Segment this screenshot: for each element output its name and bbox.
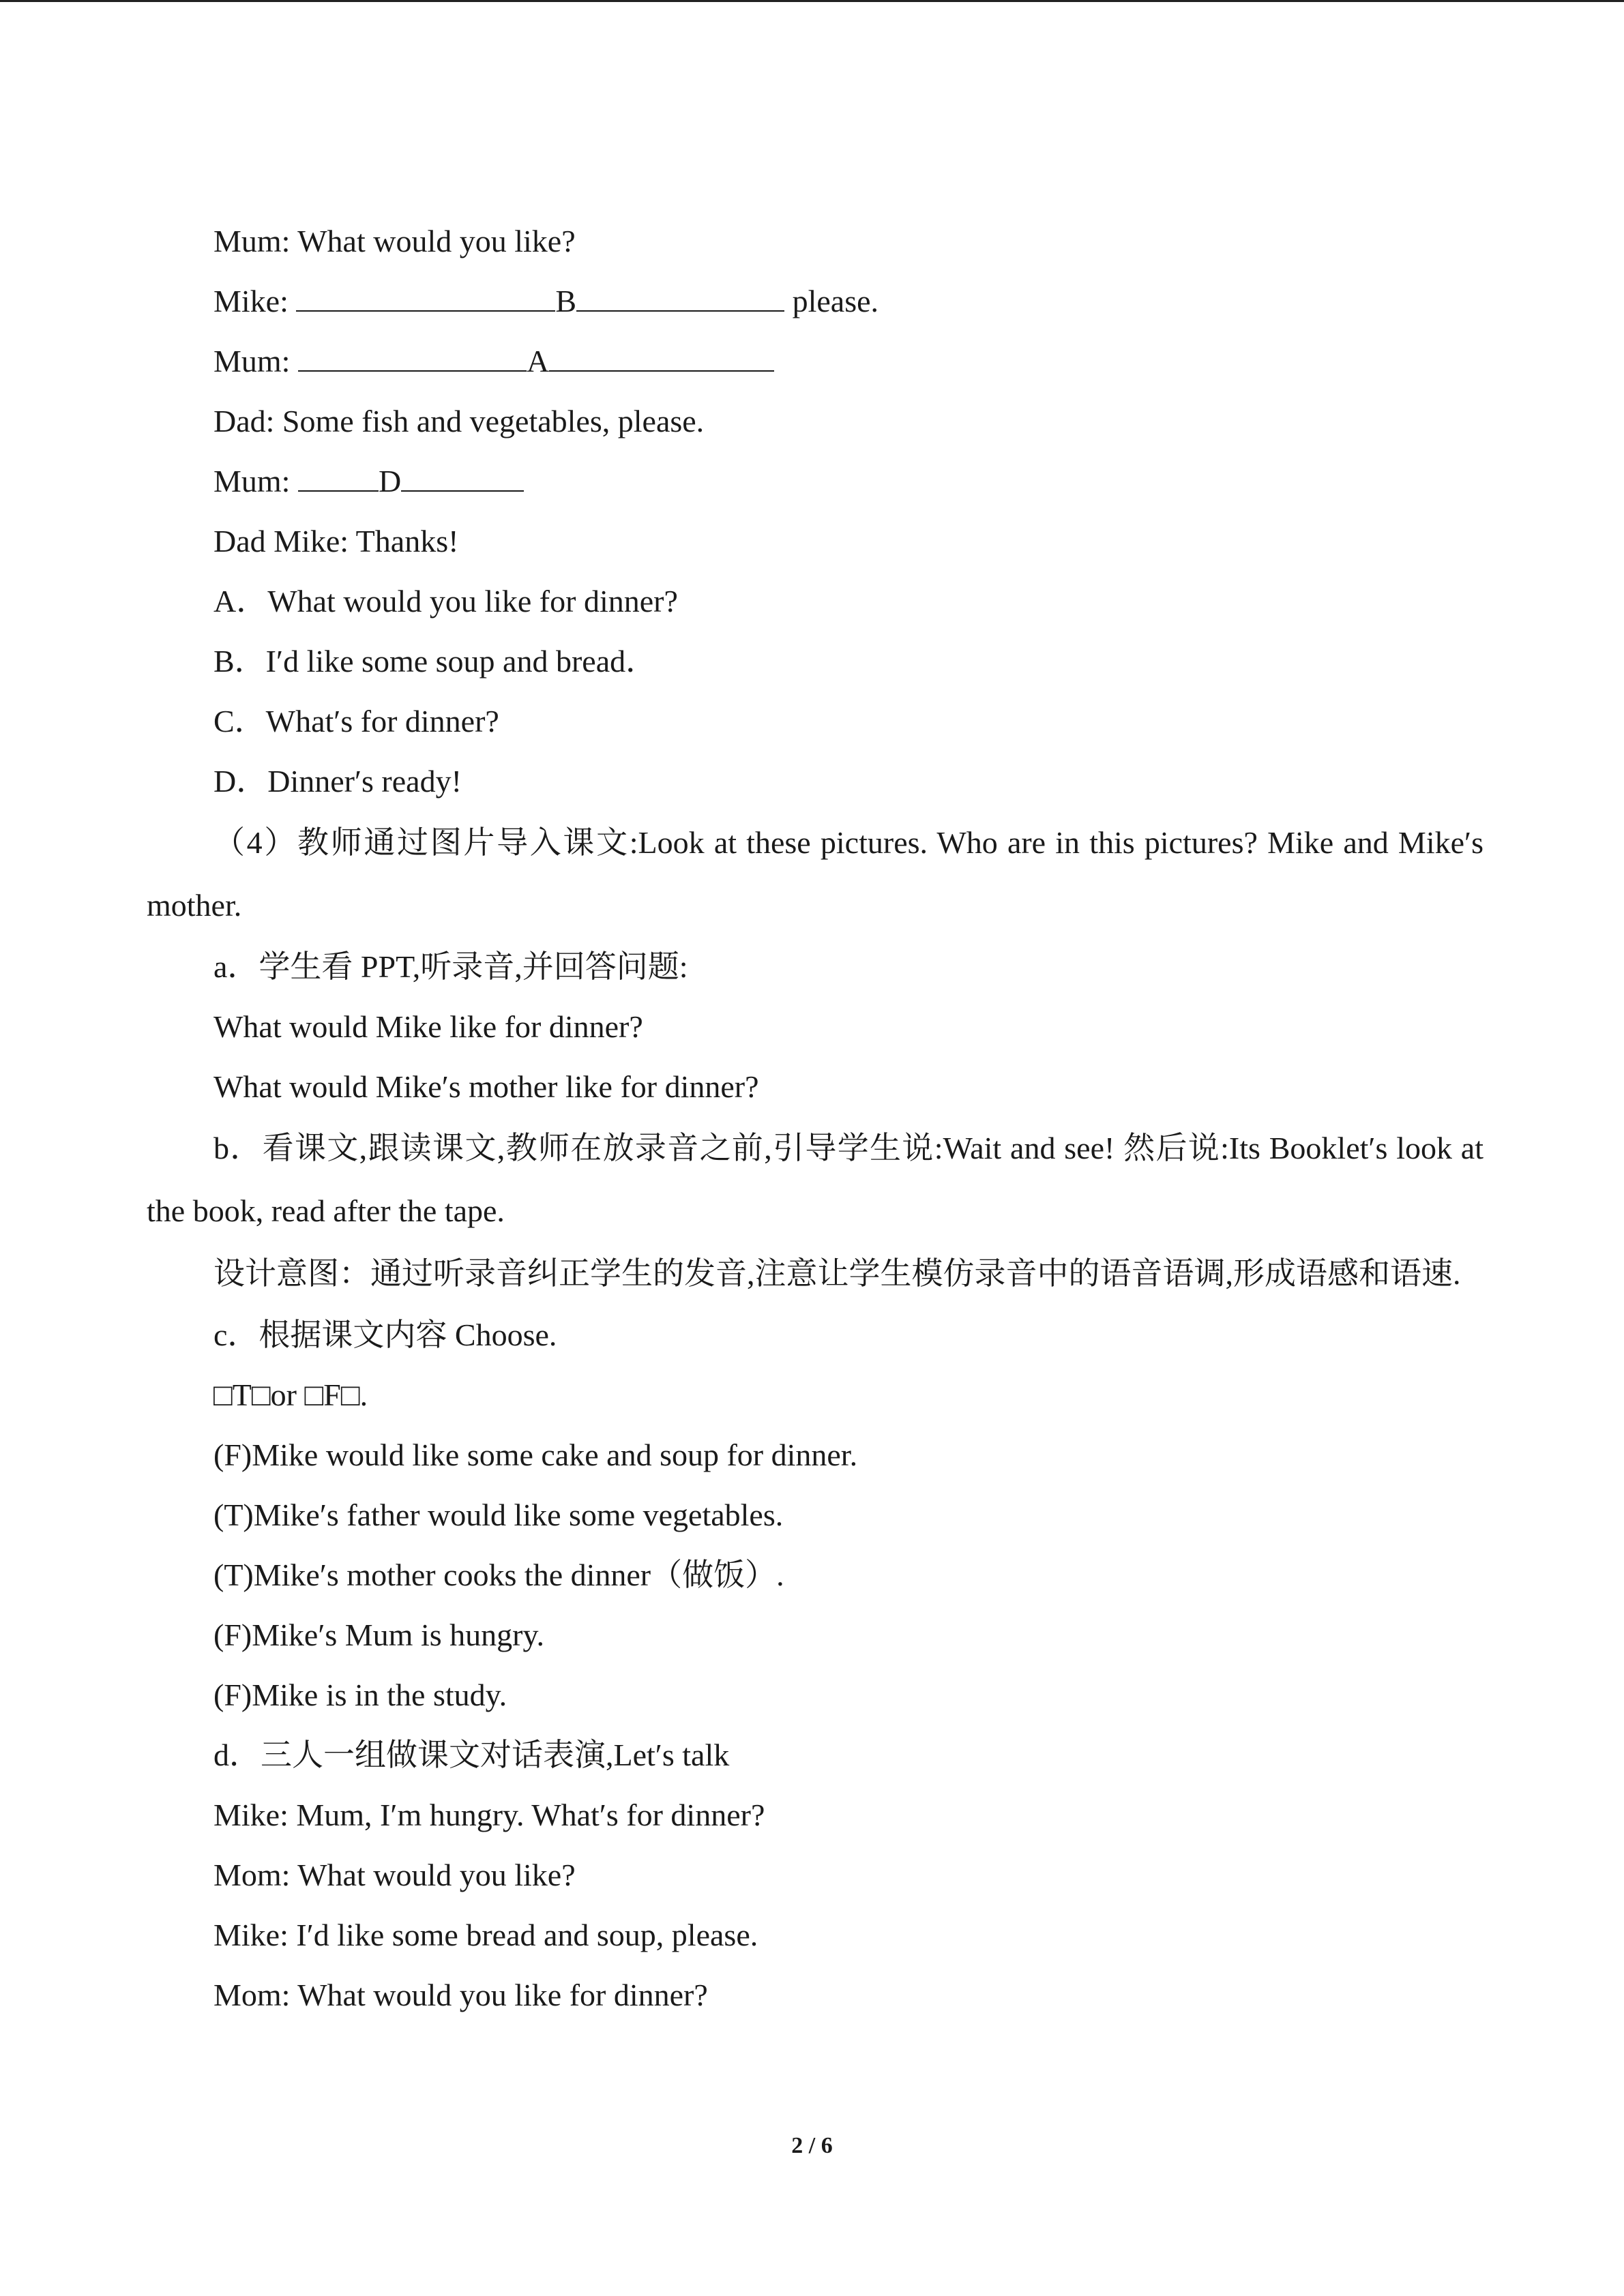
talk-line: Mom: What would you like?	[213, 1858, 576, 1892]
option-a: A．What would you like for dinner?	[213, 584, 678, 618]
section4-intro: （4）教师通过图片导入课文:Look at these pictures. Who are in this pictures? Mike and Mike′s mother.	[147, 825, 1483, 923]
step-d-label: d．三人一组做课文对话表演,Let′s talk	[213, 1738, 730, 1772]
blank-underline	[549, 370, 774, 372]
dialogue-dadmike-line: Dad Mike: Thanks!	[213, 524, 459, 558]
speaker-label: Mike:	[213, 284, 297, 318]
document-page	[147, 211, 1483, 2025]
blank-answer: A	[526, 344, 550, 378]
tf-item: (T)Mike′s father would like some vegetables.	[213, 1497, 784, 1532]
blank-underline	[296, 310, 555, 312]
option-d: D．Dinner′s ready!	[213, 764, 462, 799]
option-c: C．What′s for dinner?	[213, 704, 499, 739]
tf-item: (F)Mike would like some cake and soup for dinner.	[213, 1437, 858, 1472]
tf-item: (F)Mike is in the study.	[213, 1678, 507, 1712]
dialogue-mike-answer	[147, 271, 1483, 331]
talk-line: Mike: Mum, I′m hungry. What′s for dinner?	[213, 1798, 765, 1832]
step-a-question-2: What would Mike′s mother like for dinner?	[213, 1069, 759, 1104]
step-c-label: c．根据课文内容 Choose.	[213, 1317, 557, 1352]
top-border	[0, 0, 1624, 2]
step-a-label: a．学生看 PPT,听录音,并回答问题:	[213, 949, 688, 984]
talk-line: Mom: What would you like for dinner?	[213, 1978, 708, 2012]
blank-answer: B	[555, 284, 577, 318]
speaker-label: Mum:	[213, 344, 298, 378]
blank-underline	[401, 490, 524, 492]
dialogue-mum-question: Mum: What would you like?	[213, 224, 576, 258]
blank-underline	[576, 310, 784, 312]
blank-answer: D	[378, 464, 402, 498]
dialogue-dad-line: Dad: Some fish and vegetables, please.	[213, 404, 705, 438]
tf-item: (F)Mike′s Mum is hungry.	[213, 1617, 544, 1652]
speaker-label: Mum:	[213, 464, 298, 498]
dialogue-mum-blank	[147, 331, 1483, 391]
blank-underline	[298, 490, 379, 492]
true-false-instruction: □T□or □F□.	[213, 1377, 368, 1412]
tf-item: (T)Mike′s mother cooks the dinner（做饭）.	[213, 1557, 784, 1592]
design-intent: 设计意图：通过听录音纠正学生的发音,注意让学生模仿录音中的语音语调,形成语感和语速.	[213, 1256, 1461, 1291]
page-number: 2 / 6	[791, 2133, 833, 2158]
talk-line: Mike: I′d like some bread and soup, please.	[213, 1918, 758, 1952]
dialogue-mum-blank-2	[147, 451, 1483, 511]
step-a-question-1: What would Mike like for dinner?	[213, 1009, 643, 1044]
line-suffix: please.	[784, 284, 879, 318]
step-b-text: b．看课文,跟读课文,教师在放录音之前,引导学生说:Wait and see! 然后说:Its Booklet′s look at the book, read after the tape.	[147, 1131, 1483, 1228]
blank-underline	[298, 370, 527, 372]
option-b: B．I′d like some soup and bread．	[213, 644, 658, 679]
